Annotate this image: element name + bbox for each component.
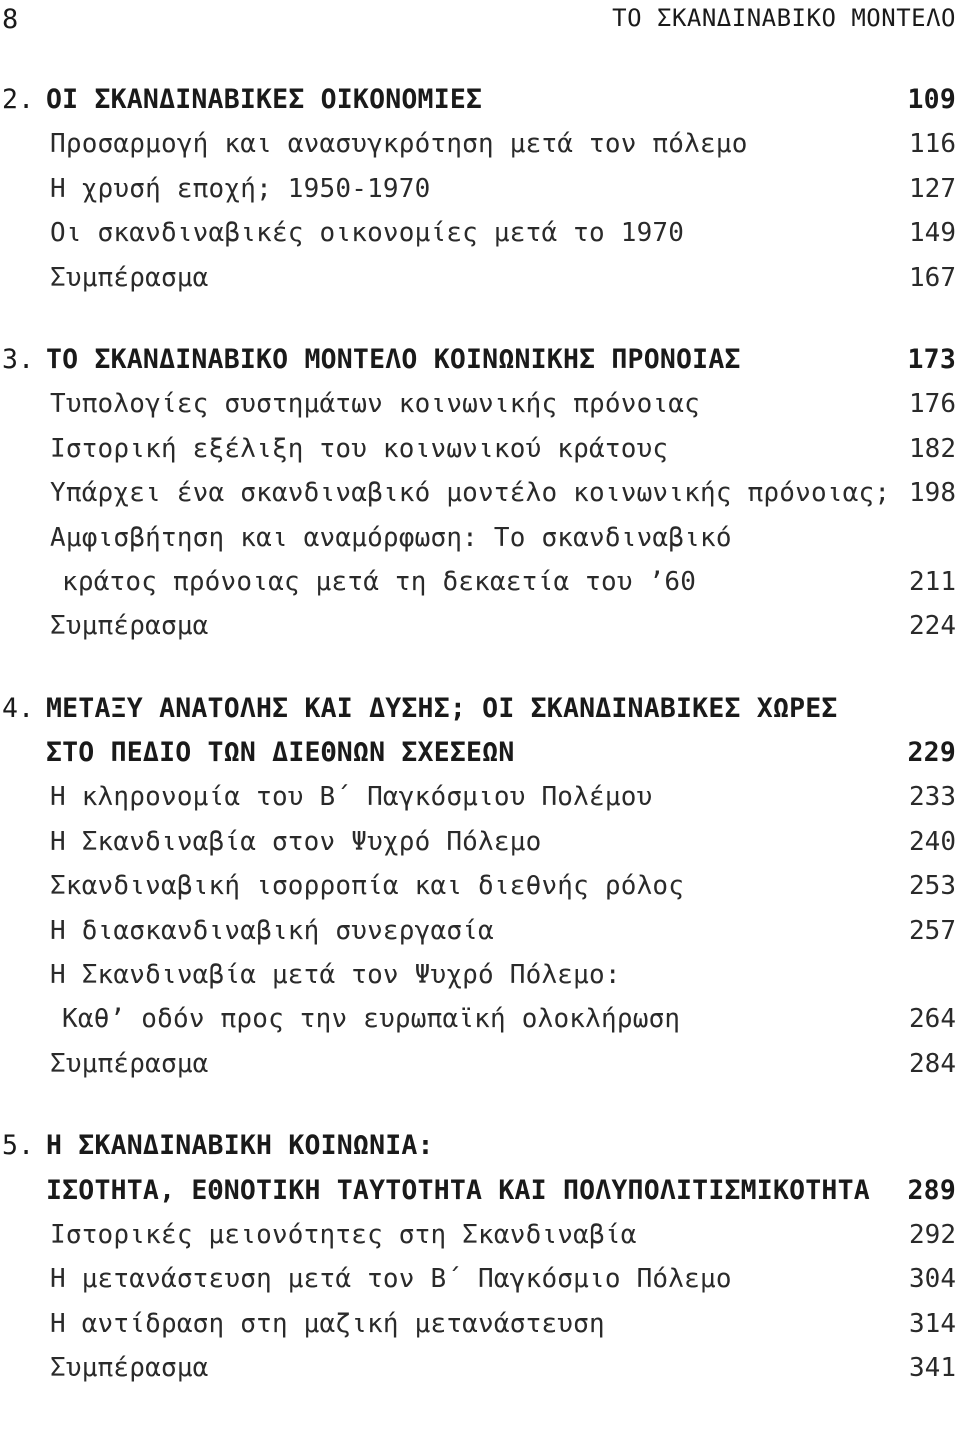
chapter-title: [0, 731, 514, 775]
page-header: [0, 0, 960, 40]
chapter-section: [0, 338, 960, 649]
chapter-title: [0, 687, 838, 731]
toc-entry-page-number: 233: [909, 782, 956, 813]
chapter-page-number: 173: [907, 343, 956, 375]
toc-entry-page-number: 224: [909, 611, 956, 642]
toc-entry-page-number: 284: [909, 1048, 956, 1079]
toc-entry: [0, 1302, 960, 1346]
toc-entry-title: Καθ’ οδόν προς την ευρωπαϊκή ολοκλήρωση: [62, 1004, 681, 1035]
chapter-number: 3.: [2, 343, 35, 375]
toc-entry-page-number: 240: [909, 826, 956, 857]
toc-entry: [0, 1346, 960, 1390]
toc-entry-page-number: 304: [909, 1264, 956, 1295]
toc-entry: [0, 382, 960, 426]
chapter-title-text: ΟΙ ΣΚΑΝΔΙΝΑΒΙΚΕΣ ΟΙΚΟΝΟΜΙΕΣ: [46, 84, 483, 115]
chapter-heading-line: [0, 1169, 960, 1213]
toc-entry: [0, 864, 960, 908]
page-number: 8: [2, 4, 19, 35]
toc-entry-page-number: 116: [909, 129, 956, 160]
table-of-contents: [0, 78, 960, 1429]
toc-entry-title: Η Σκανδιναβία μετά τον Ψυχρό Πόλεμο:: [50, 960, 621, 991]
toc-entry-title: Η χρυσή εποχή; 1950-1970: [50, 173, 431, 204]
toc-entry-title: Οι σκανδιναβικές οικονομίες μετά το 1970: [50, 218, 685, 249]
toc-entry-page-number: 257: [909, 915, 956, 946]
chapter-heading-line: [0, 338, 960, 382]
toc-entry-page-number: 253: [909, 871, 956, 902]
toc-entry-page-number: 167: [909, 262, 956, 293]
chapter-title: [0, 1169, 870, 1213]
chapter-heading-line: [0, 731, 960, 775]
toc-entry-page-number: 127: [909, 173, 956, 204]
toc-entry: [0, 211, 960, 255]
chapter-heading-line: [0, 687, 960, 731]
toc-entry: [0, 516, 960, 560]
chapter-heading-line: [0, 1124, 960, 1168]
toc-entry-page-number: 198: [909, 478, 956, 509]
toc-entry: [0, 122, 960, 166]
toc-entry: [0, 909, 960, 953]
chapter-title-text: ΣΤΟ ΠΕΔΙΟ ΤΩΝ ΔΙΕΘΝΩΝ ΣΧΕΣΕΩΝ: [46, 737, 515, 769]
toc-entry-title: Ιστορική εξέλιξη του κοινωνικού κράτους: [50, 433, 669, 464]
toc-entry-page-number: 182: [909, 433, 956, 464]
chapter-section: [0, 687, 960, 1087]
chapter-heading-line: [0, 78, 960, 122]
chapter-number: 4.: [2, 692, 35, 724]
running-title: ΤΟ ΣΚΑΝΔΙΝΑΒΙΚΟ ΜΟΝΤΕΛΟ: [612, 4, 956, 32]
chapter-number: 2.: [2, 84, 35, 115]
toc-entry-title: Αμφισβήτηση και αναμόρφωση: Το σκανδιναβικό: [50, 522, 732, 553]
toc-entry-title: κράτος πρόνοιας μετά τη δεκαετία του ’60: [62, 566, 697, 597]
toc-entry-title: Προσαρμογή και ανασυγκρότηση μετά τον πόλεμο: [50, 129, 748, 160]
chapter-title-text: ΜΕΤΑΞΥ ΑΝΑΤΟΛΗΣ ΚΑΙ ΔΥΣΗΣ; ΟΙ ΣΚΑΝΔΙΝΑΒΙΚΕΣ ΧΩΡΕΣ: [46, 692, 838, 724]
toc-entry-page-number: 292: [909, 1219, 956, 1250]
toc-entry-page-number: 176: [909, 389, 956, 420]
chapter-section: [0, 78, 960, 300]
toc-entry-page-number: 211: [909, 566, 956, 597]
chapter-page-number: 109: [907, 84, 956, 115]
toc-entry-title: Η αντίδραση στη μαζική μετανάστευση: [50, 1308, 605, 1339]
toc-entry-title: Συμπέρασμα: [50, 1048, 209, 1079]
toc-entry-page-number: 341: [909, 1353, 956, 1384]
chapter-title-text: Η ΣΚΑΝΔΙΝΑΒΙΚΗ ΚΟΙΝΩΝΙΑ:: [46, 1130, 434, 1162]
toc-entry: [0, 997, 960, 1041]
toc-entry: [0, 775, 960, 819]
toc-entry-page-number: 264: [909, 1004, 956, 1035]
toc-entry: [0, 953, 960, 997]
toc-entry-title: Η κληρονομία του Β΄ Παγκόσμιου Πολέμου: [50, 782, 653, 813]
toc-entry: [0, 560, 960, 604]
chapter-title: [0, 1124, 434, 1168]
toc-entry-page-number: 149: [909, 218, 956, 249]
toc-entry-title: Υπάρχει ένα σκανδιναβικό μοντέλο κοινωνικής πρόνοιας;: [50, 478, 891, 509]
toc-entry-page-number: 314: [909, 1308, 956, 1339]
toc-entry-title: Συμπέρασμα: [50, 1353, 209, 1384]
chapter-title: [0, 78, 482, 122]
chapter-title-text: ΤΟ ΣΚΑΝΔΙΝΑΒΙΚΟ ΜΟΝΤΕΛΟ ΚΟΙΝΩΝΙΚΗΣ ΠΡΟΝΟΙΑΣ: [46, 343, 741, 375]
toc-entry: [0, 167, 960, 211]
toc-entry-title: Σκανδιναβική ισορροπία και διεθνής ρόλος: [50, 871, 685, 902]
toc-entry-title: Η μετανάστευση μετά τον Β΄ Παγκόσμιο Πόλεμο: [50, 1264, 732, 1295]
chapter-title-text: ΙΣΟΤΗΤΑ, ΕΘΝΟΤΙΚΗ ΤΑΥΤΟΤΗΤΑ ΚΑΙ ΠΟΛΥΠΟΛΙΤΙΣΜΙΚΟΤΗΤΑ: [46, 1174, 870, 1206]
toc-entry: [0, 1042, 960, 1086]
toc-entry: [0, 1213, 960, 1257]
chapter-page-number: 289: [907, 1174, 956, 1206]
chapter-section: [0, 1124, 960, 1390]
chapter-number: 5.: [2, 1130, 35, 1162]
toc-entry: [0, 427, 960, 471]
toc-entry: [0, 471, 960, 515]
toc-entry-title: Συμπέρασμα: [50, 611, 209, 642]
toc-entry: [0, 256, 960, 300]
toc-entry-title: Η διασκανδιναβική συνεργασία: [50, 915, 494, 946]
chapter-title: [0, 338, 741, 382]
toc-entry-title: Συμπέρασμα: [50, 262, 209, 293]
toc-entry-title: Η Σκανδιναβία στον Ψυχρό Πόλεμο: [50, 826, 542, 857]
chapter-page-number: 229: [907, 737, 956, 769]
toc-entry-title: Τυπολογίες συστημάτων κοινωνικής πρόνοιας: [50, 389, 700, 420]
toc-entry: [0, 1257, 960, 1301]
toc-entry: [0, 604, 960, 648]
toc-entry: [0, 820, 960, 864]
toc-entry-title: Ιστορικές μειονότητες στη Σκανδιναβία: [50, 1219, 637, 1250]
